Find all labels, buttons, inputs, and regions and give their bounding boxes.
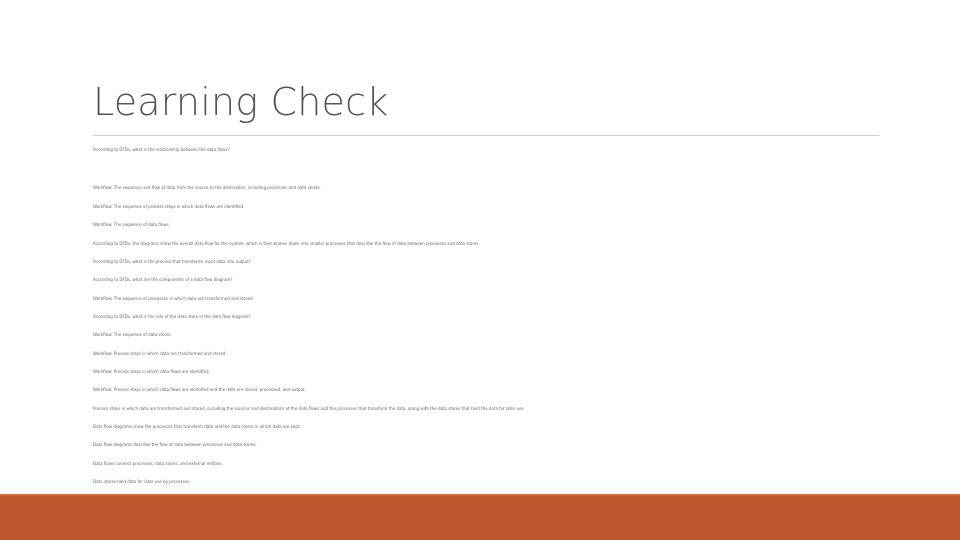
content-line: Workflow: The sequence and flow of data from the source to the destination, including processes and data stores.	[93, 185, 322, 190]
content-line: Workflow: The sequence of processes in which data are transformed and stored.	[93, 296, 254, 301]
content-line: Data flows connect processes, data stores, and external entities.	[93, 461, 223, 466]
content-line: Data stores hold data for later use by processes.	[93, 479, 191, 484]
content-line: Workflow: Process steps in which data flows are identified.	[93, 369, 210, 374]
content-line: According to DFDs, what is the relationship between the data flows?	[93, 147, 230, 152]
content-line: Process steps in which data are transformed and stored, including the sources and destinations of the data flows and the processes that transform the data, along with the data stores that hold the data for later use.	[93, 406, 525, 411]
content-line: According to DFDs, the diagrams show the overall data flow for the system, which is then broken down into smaller processes that describe the flow of data between processes and data stores.	[93, 241, 480, 246]
content-line: Workflow: Process steps in which data flows are identified and the data are stored, processed, and output.	[93, 387, 306, 392]
content-line: According to DFDs, what is the role of the data store in the data flow diagram?	[93, 314, 251, 319]
content-line: Workflow: The sequence of process steps in which data flows are identified.	[93, 204, 245, 209]
content-line: Workflow: The sequence of data stores.	[93, 332, 172, 337]
slide-title: Learning Check	[93, 80, 389, 124]
content-line: Data flow diagrams describe the flow of data between processes and data stores.	[93, 442, 257, 447]
footer-bar	[0, 496, 960, 540]
content-line: Workflow: Process steps in which data are transformed and stored.	[93, 351, 227, 356]
content-line: Workflow: The sequence of data flows.	[93, 222, 171, 227]
content-line: According to DFDs, what are the components of a data flow diagram?	[93, 277, 233, 282]
title-divider	[93, 135, 879, 136]
content-line: According to DFDs, what is the process that transforms input data into output?	[93, 259, 251, 264]
content-line: Data flow diagrams show the processes that transform data and the data stores in which data are kept.	[93, 424, 301, 429]
